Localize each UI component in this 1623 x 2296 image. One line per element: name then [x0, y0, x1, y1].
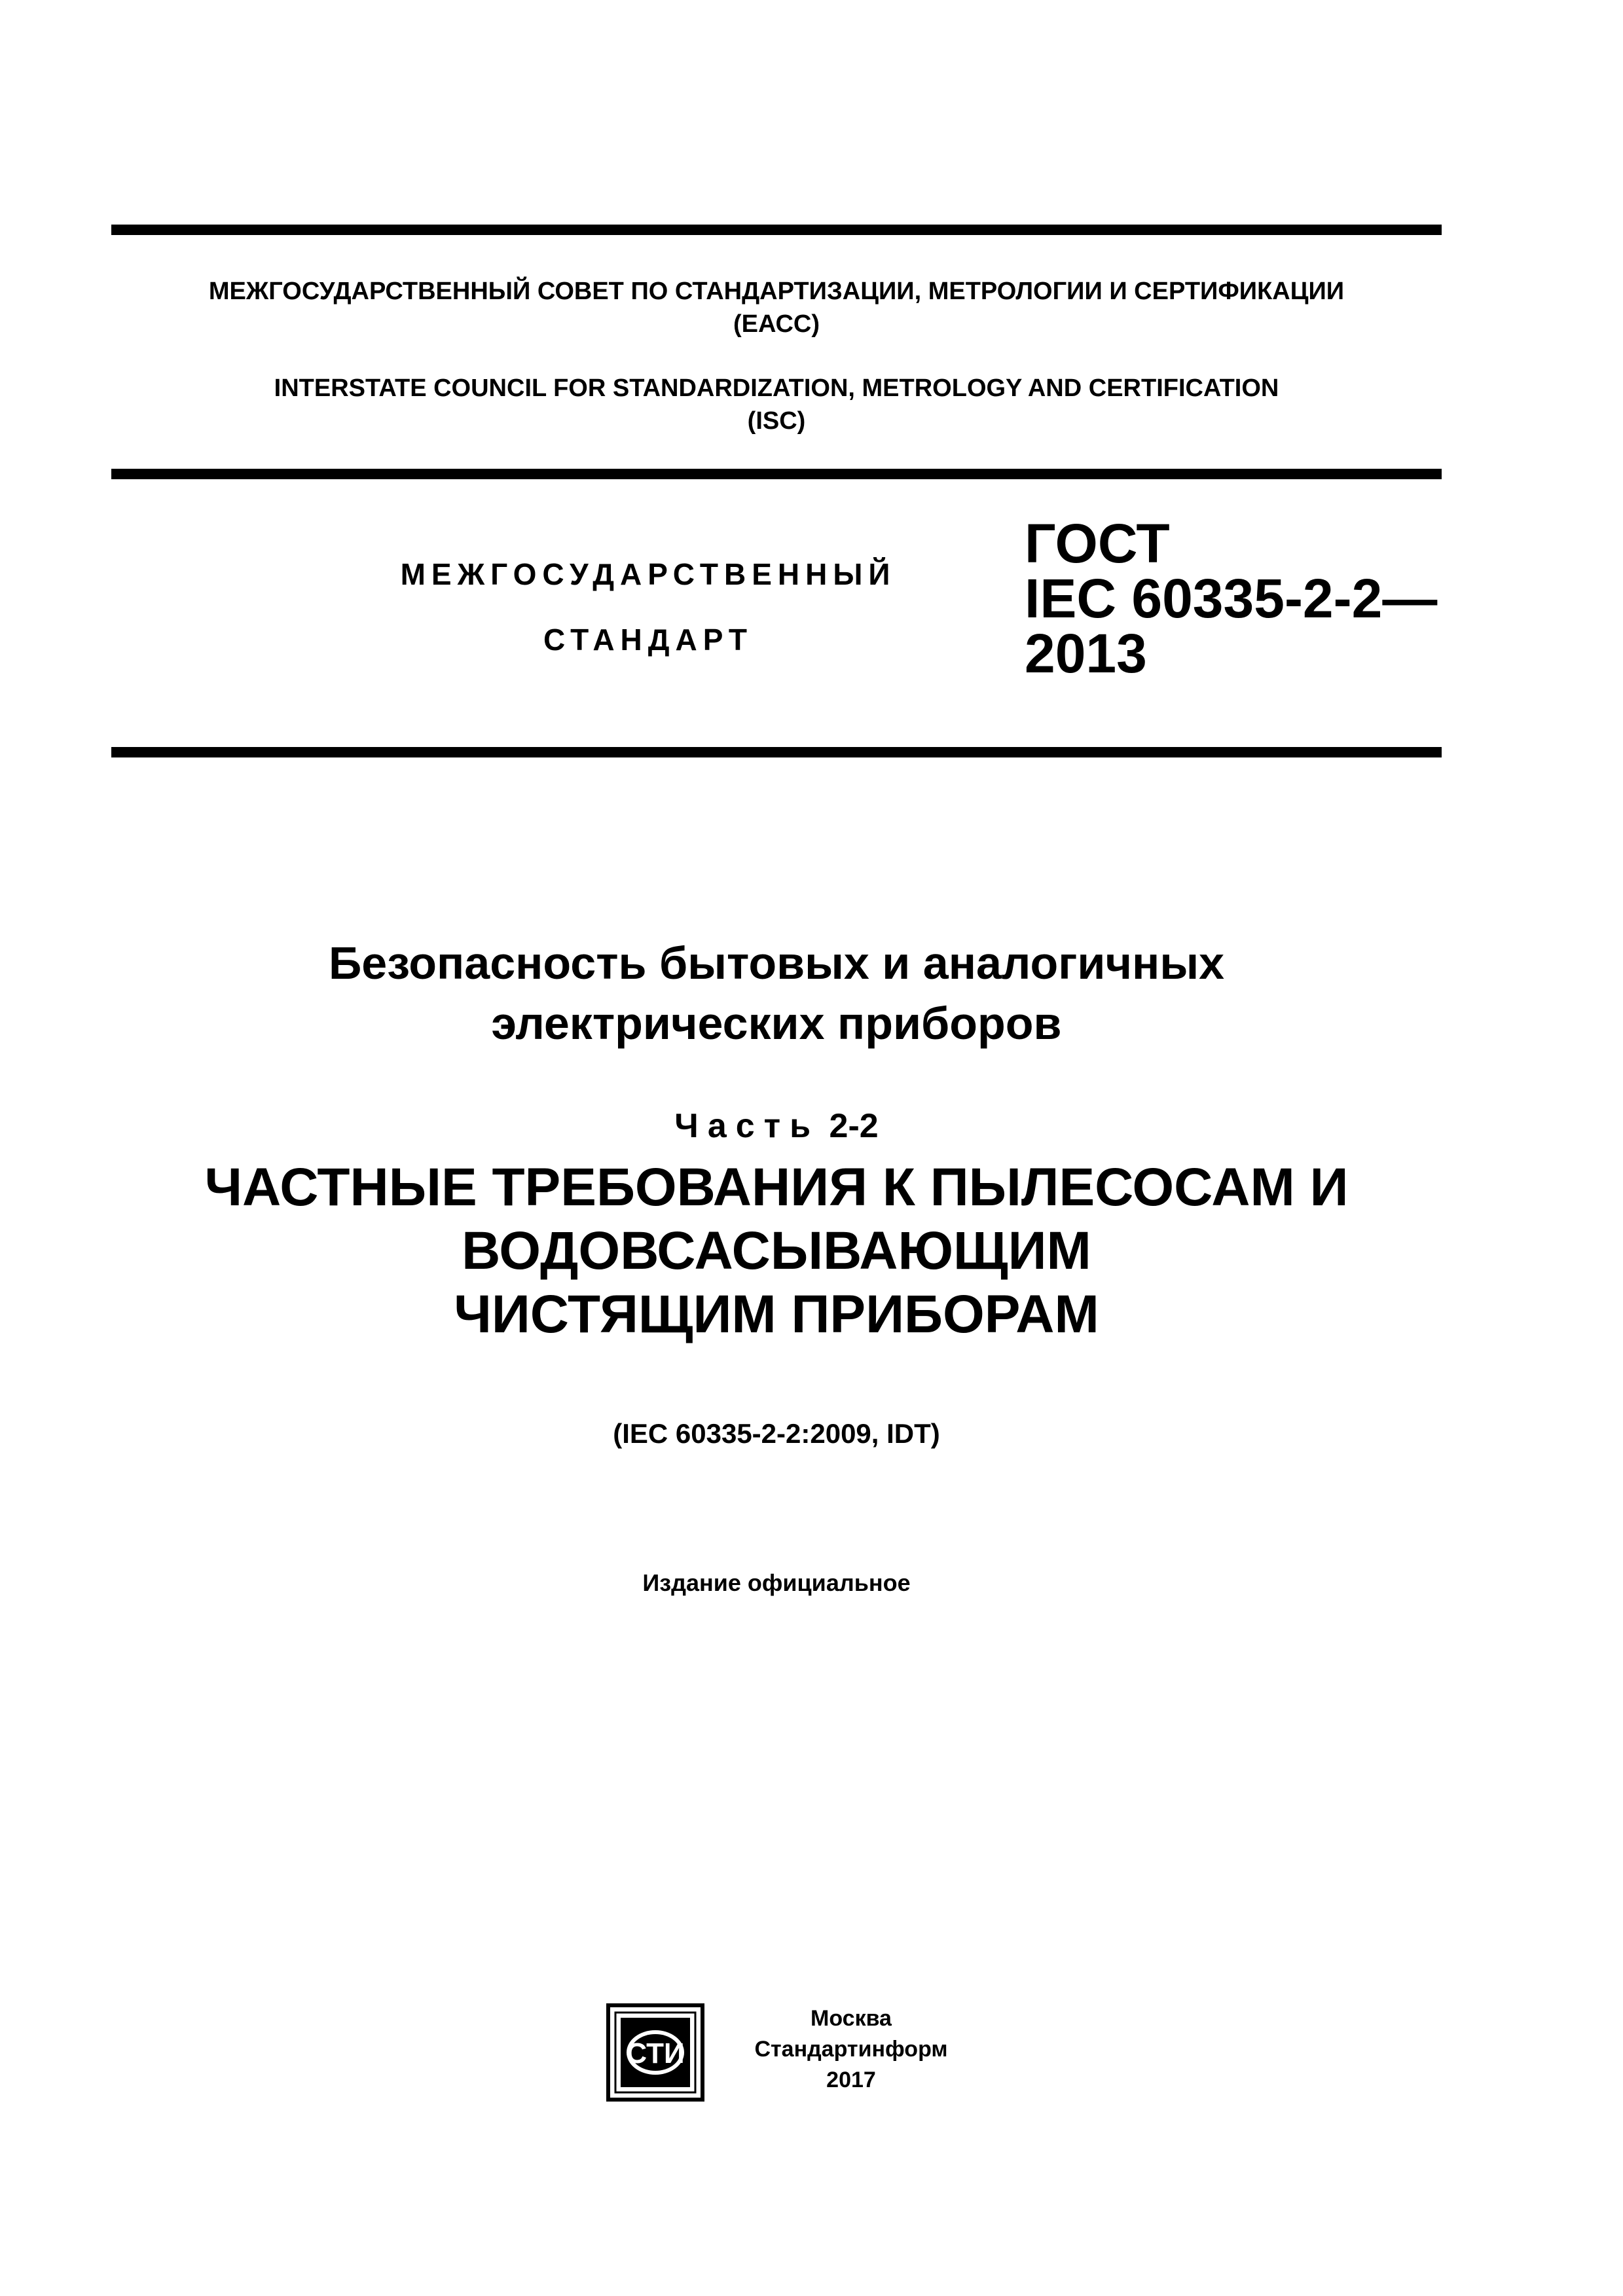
part-label	[111, 1100, 1442, 1152]
middle-rule	[111, 469, 1442, 479]
document-subtitle-line3: ЧИСТЯЩИМ ПРИБОРАМ	[454, 1285, 1099, 1344]
gost-designation	[1025, 513, 1438, 684]
council-en-abbr: (ISC)	[747, 407, 806, 435]
imprint-publisher: Стандартинформ	[754, 2037, 948, 2062]
imprint-year: 2017	[826, 2068, 876, 2092]
publisher-imprint	[753, 2003, 949, 2096]
document-subtitle-line1: ЧАСТНЫЕ ТРЕБОВАНИЯ К ПЫЛЕСОСАМ И	[204, 1157, 1349, 1217]
logo-lettering: СТИ	[626, 2037, 685, 2069]
part-word: Часть	[674, 1107, 820, 1145]
council-en	[111, 372, 1442, 437]
imprint-city: Москва	[811, 2006, 892, 2031]
iec-reference: (IEC 60335-2-2:2009, IDT)	[613, 1418, 940, 1449]
logo-graphic	[606, 2003, 704, 2102]
gost-code-line2: IEC 60335-2-2—	[1025, 568, 1438, 629]
standartinform-logo-icon	[606, 2003, 704, 2102]
council-en-name: INTERSTATE COUNCIL FOR STANDARDIZATION, METROLOGY AND CERTIFICATION	[274, 374, 1279, 402]
gost-code-line1: ГОСТ	[1025, 513, 1170, 574]
gost-code-line3: 2013	[1025, 623, 1147, 684]
document-subtitle	[111, 1156, 1442, 1346]
council-ru-name: МЕЖГОСУДАРСТВЕННЫЙ СОВЕТ ПО СТАНДАРТИЗАЦИИ, МЕТРОЛОГИИ И СЕРТИФИКАЦИИ	[208, 278, 1345, 305]
top-rule	[111, 225, 1442, 235]
council-ru	[111, 275, 1442, 340]
council-ru-abbr: (ЕАСС)	[733, 310, 820, 338]
document-title-line1: Безопасность бытовых и аналогичных	[328, 938, 1225, 989]
standard-type	[308, 541, 989, 672]
bottom-rule	[111, 747, 1442, 757]
document-title	[111, 933, 1442, 1053]
standard-type-line2: СТАНДАРТ	[543, 623, 753, 657]
document-subtitle-line2: ВОДОВСАСЫВАЮЩИМ	[462, 1221, 1091, 1281]
part-number: 2-2	[829, 1107, 879, 1145]
edition-note: Издание официальное	[642, 1569, 911, 1596]
standard-type-line1: МЕЖГОСУДАРСТВЕННЫЙ	[400, 557, 896, 591]
document-title-line2: электрических приборов	[491, 998, 1062, 1049]
